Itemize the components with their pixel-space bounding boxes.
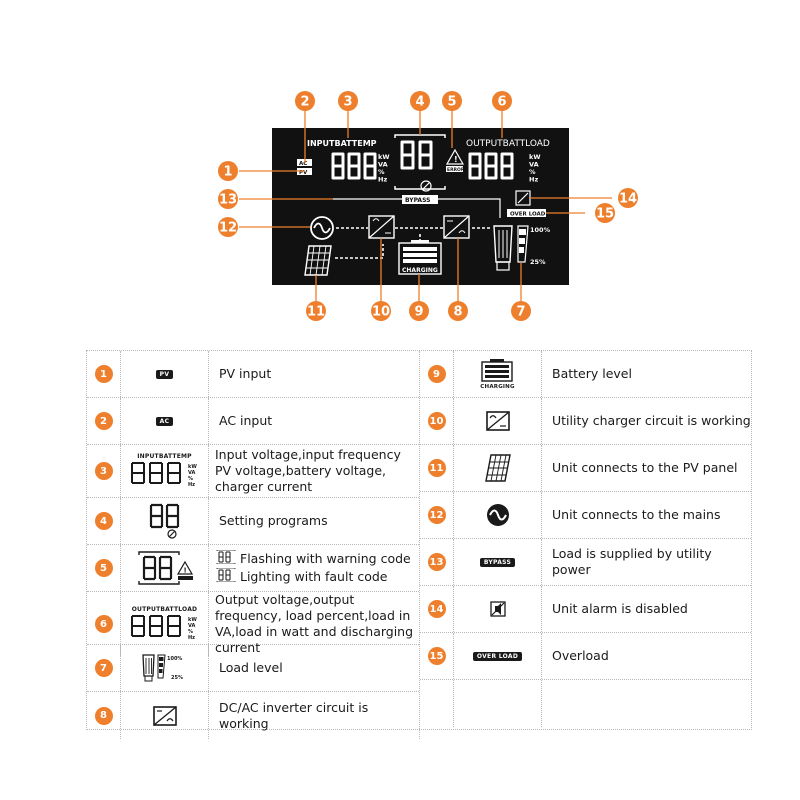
input-display-icon: INPUTBATTEMP kW VA % Hz: [128, 454, 202, 489]
legend-number-badge: 9: [428, 365, 446, 383]
legend-number-badge: 7: [95, 659, 113, 677]
legend-row: [420, 398, 751, 445]
callout-number: 14: [618, 191, 638, 207]
legend-row: [87, 645, 419, 692]
callout-number: 6: [497, 94, 507, 110]
legend-description: Input voltage,input frequency PV voltage,battery voltage, charger current: [215, 447, 401, 494]
legend-table: [86, 350, 752, 730]
legend-number-cell: [87, 498, 121, 544]
legend-number-badge: 10: [428, 412, 446, 430]
callout-number: 11: [306, 304, 326, 320]
callout-number: 5: [447, 94, 457, 110]
legend-number-cell: [87, 692, 121, 739]
lcd-load-25: 25%: [530, 258, 546, 266]
svg-text:kW: kW: [187, 463, 197, 470]
legend-row: [87, 398, 419, 445]
legend-description: Unit connects to the PV panel: [552, 460, 738, 475]
svg-text:Hz: Hz: [187, 481, 195, 486]
callout-2: [295, 91, 315, 111]
legend-row: [420, 680, 751, 727]
legend-row: [87, 592, 419, 655]
svg-text:Hz: Hz: [187, 634, 195, 639]
svg-text:!: !: [183, 566, 187, 575]
battery-level-icon: CHARGING: [480, 358, 514, 391]
callout-number: 8: [453, 304, 463, 320]
callout-11: [306, 301, 326, 321]
lcd-unit-label: Hz: [529, 175, 539, 184]
legend-number-cell: [420, 586, 454, 632]
callout-8: [448, 301, 468, 321]
legend-number-cell: [87, 351, 121, 397]
legend-description: Load level: [219, 660, 283, 675]
lcd-unit-label: kW: [378, 153, 390, 161]
legend-number-cell: [420, 398, 454, 444]
alarm-disabled-icon: [489, 600, 507, 618]
svg-text:25%: 25%: [170, 675, 183, 681]
legend-number-badge: 12: [428, 506, 446, 524]
legend-row: [87, 445, 419, 498]
legend-description: Load is supplied by utility power: [552, 546, 712, 577]
pv-tag-icon: PV: [156, 370, 174, 379]
legend-number-cell: [420, 492, 454, 538]
legend-icon-cell: [121, 545, 209, 591]
legend-description-line: [215, 568, 419, 586]
legend-number-badge: 14: [428, 600, 446, 618]
legend-row: [420, 539, 751, 586]
lcd-diagram: [0, 0, 800, 335]
lcd-pv-text: PV: [299, 170, 308, 176]
legend-icon-cell: [121, 645, 209, 691]
lcd-unit-label: %: [378, 168, 385, 176]
callout-6: [492, 91, 512, 111]
legend-description-text: Flashing with warning code: [240, 551, 411, 566]
callout-number: 4: [415, 94, 425, 110]
lcd-load-100: 100%: [530, 226, 551, 234]
lcd-ac-text: AC: [299, 161, 308, 167]
legend-row: [87, 498, 419, 545]
legend-number-cell: [87, 445, 121, 497]
svg-text:100%: 100%: [166, 656, 182, 662]
svg-text:kW: kW: [187, 616, 197, 623]
callout-number: 10: [371, 304, 391, 320]
legend-description-line: [215, 550, 419, 568]
callout-12: [218, 217, 238, 237]
callout-10: [371, 301, 391, 321]
legend-description: Battery level: [552, 366, 632, 381]
lcd-unit-label: kW: [529, 153, 541, 161]
callout-number: 1: [223, 164, 233, 180]
legend-number-badge: 11: [428, 459, 446, 477]
legend-description: Output voltage,output frequency, load percent,load in VA,load in watt and discharging current: [215, 592, 414, 655]
legend-number-cell: [87, 398, 121, 444]
charger-icon: [485, 410, 511, 432]
lcd-charging-text: CHARGING: [402, 267, 438, 274]
legend-description: DC/AC inverter circuit is working: [219, 699, 369, 731]
legend-icon-cell: [454, 445, 542, 491]
legend-number-cell: [87, 645, 121, 691]
lcd-right-header: OUTPUTBATTLOAD: [466, 139, 550, 149]
svg-text:%: %: [187, 628, 193, 635]
legend-right-column: [419, 351, 751, 739]
lcd-diagram-svg: [0, 0, 800, 335]
lcd-left-header: INPUTBATTEMP: [307, 139, 377, 148]
legend-number-badge: 13: [428, 553, 446, 571]
bypass-tag-icon: BYPASS: [480, 558, 515, 567]
callout-5: [442, 91, 462, 111]
overload-tag-icon: OVER LOAD: [473, 652, 522, 661]
legend-row: [87, 545, 419, 592]
legend-number-cell: [420, 351, 454, 397]
lighting-digits-icon: [215, 568, 237, 586]
svg-text:%: %: [187, 475, 193, 482]
lcd-unit-label: VA: [378, 160, 388, 169]
legend-number-cell: [420, 445, 454, 491]
legend-row: [420, 633, 751, 680]
lcd-overload-text: OVER LOAD: [510, 211, 546, 218]
warning-display-icon: [135, 550, 195, 586]
lcd-bypass-text: BYPASS: [405, 197, 431, 204]
legend-number-cell: [87, 545, 121, 591]
legend-number-badge: 8: [95, 707, 113, 725]
callout-number: 12: [218, 220, 238, 236]
lcd-unit-label: Hz: [378, 175, 388, 184]
legend-number-badge: 6: [95, 615, 113, 633]
lcd-warning-mark: !: [454, 155, 458, 164]
legend-row: [420, 586, 751, 633]
callout-number: 13: [218, 192, 238, 208]
pv-panel-icon: [484, 453, 512, 483]
legend-icon-cell: [454, 398, 542, 444]
legend-row: [420, 445, 751, 492]
legend-description: Setting programs: [219, 513, 328, 528]
callout-15: [595, 203, 615, 223]
legend-left-column: [87, 351, 419, 739]
flashing-digits-icon: [215, 550, 237, 568]
legend-row: [87, 351, 419, 398]
legend-icon-cell: [121, 351, 209, 397]
legend-icon-cell: [454, 680, 542, 727]
lcd-error-text: ERROR: [447, 168, 465, 173]
legend-icon-cell: [454, 351, 542, 397]
setting-display-icon: [145, 502, 185, 540]
callout-7: [511, 301, 531, 321]
callout-4: [410, 91, 430, 111]
legend-icon-cell: [454, 633, 542, 679]
callout-3: [338, 91, 358, 111]
legend-icon-cell: [121, 692, 209, 739]
legend-description: PV input: [219, 366, 272, 381]
legend-number-badge: 15: [428, 647, 446, 665]
legend-number-badge: 4: [95, 512, 113, 530]
legend-row: [420, 492, 751, 539]
callout-9: [409, 301, 429, 321]
svg-text:VA: VA: [187, 469, 195, 476]
callout-13: [218, 189, 238, 209]
lcd-unit-label: %: [529, 168, 536, 176]
inverter-icon: [152, 705, 178, 727]
legend-description: Unit connects to the mains: [552, 507, 721, 522]
lcd-unit-label: VA: [529, 160, 539, 169]
legend-icon-cell: [121, 398, 209, 444]
legend-icon-cell: [454, 539, 542, 585]
legend-description: Utility charger circuit is working: [552, 413, 751, 428]
legend-icon-cell: [454, 492, 542, 538]
legend-number-cell: [420, 633, 454, 679]
callout-number: 7: [516, 304, 526, 320]
legend-number-cell: [420, 539, 454, 585]
legend-row: [420, 351, 751, 398]
legend-number-badge: 5: [95, 559, 113, 577]
legend-description: [209, 550, 419, 586]
ac-tag-icon: AC: [156, 417, 174, 426]
legend-description: AC input: [219, 413, 273, 428]
legend-description: Unit alarm is disabled: [552, 601, 688, 616]
callout-number: 3: [343, 94, 353, 110]
legend-icon-cell: [121, 445, 209, 497]
legend-icon-cell: [121, 498, 209, 544]
callout-1: [218, 161, 238, 181]
callout-number: 15: [595, 206, 615, 222]
callout-14: [618, 188, 638, 208]
svg-text:VA: VA: [187, 622, 195, 629]
legend-description: Overload: [552, 648, 609, 663]
output-display-icon: OUTPUTBATTLOAD kW VA % Hz: [131, 605, 198, 639]
legend-icon-cell: [454, 586, 542, 632]
legend-number-badge: 2: [95, 412, 113, 430]
legend-description-text: Lighting with fault code: [240, 569, 388, 584]
legend-number-badge: 3: [95, 462, 113, 480]
load-level-icon: [137, 652, 193, 684]
mains-icon: [485, 502, 511, 528]
callout-number: 9: [414, 304, 424, 320]
callout-number: 2: [300, 94, 310, 110]
legend-number-badge: 1: [95, 365, 113, 383]
legend-number-cell: [420, 680, 454, 727]
legend-row: [87, 692, 419, 739]
